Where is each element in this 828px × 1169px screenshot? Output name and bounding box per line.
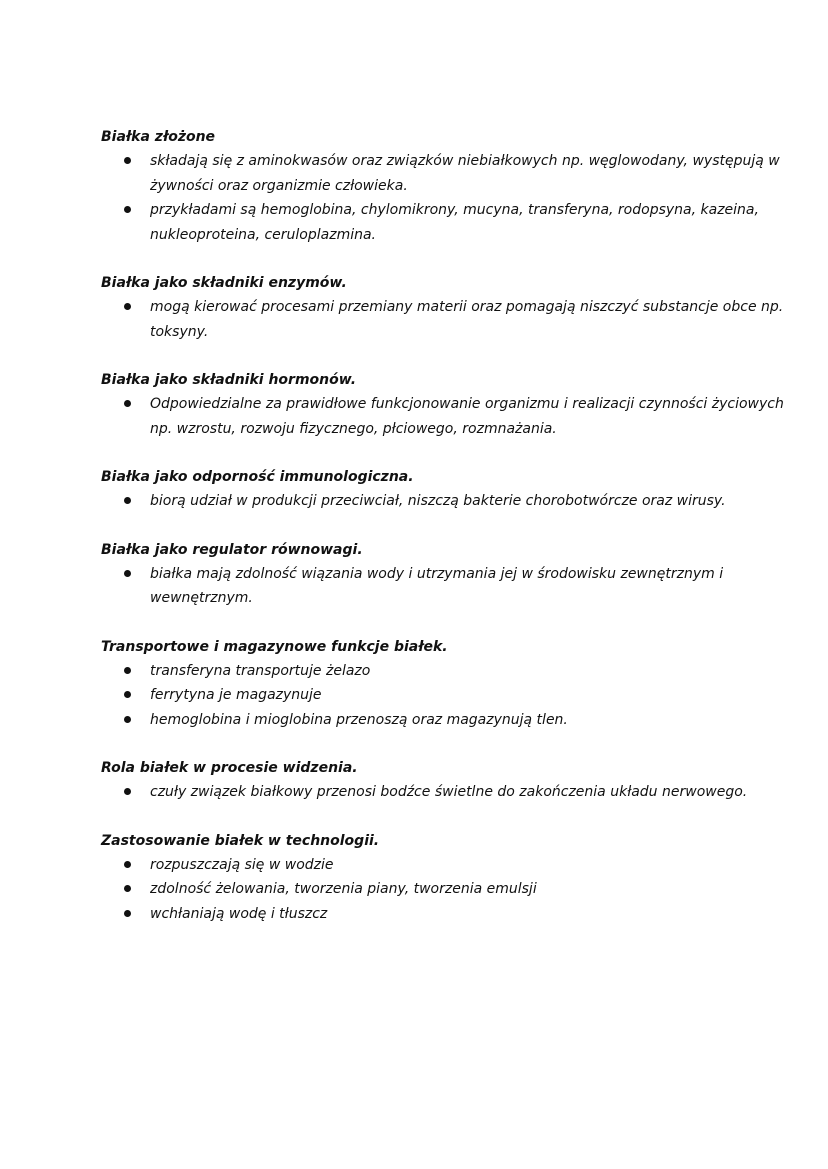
bullet-text: czuły związek białkowy przenosi bodźce świetlne do zakończenia układu nerwowego.	[150, 784, 748, 800]
bullet-text: ferrytyna je magazynuje	[150, 687, 322, 703]
bullet-text: wchłaniają wodę i tłuszcz	[150, 905, 328, 922]
bullet-text: transferyna transportuje żelazo	[150, 662, 371, 679]
bullet-item	[101, 902, 801, 927]
section-vision	[101, 756, 801, 805]
section-hormones	[101, 368, 801, 441]
bullet-list	[101, 780, 801, 805]
bullet-list	[101, 295, 801, 344]
bullet-text: biorą udział w produkcji przeciwciał, niszczą bakterie chorobotwórcze oraz wirusy.	[150, 493, 726, 509]
bullet-icon	[124, 157, 131, 164]
bullet-item	[101, 780, 801, 805]
bullet-list	[101, 659, 801, 733]
bullet-icon	[124, 788, 131, 795]
bullet-icon	[124, 497, 131, 504]
bullet-icon	[124, 570, 131, 577]
bullet-list	[101, 392, 801, 441]
bullet-icon	[124, 206, 131, 213]
bullet-icon	[124, 910, 131, 917]
bullet-list	[101, 853, 801, 927]
bullet-list	[101, 489, 801, 514]
bullet-list	[101, 562, 801, 611]
section-title: Transportowe i magazynowe funkcje białek.	[101, 638, 448, 655]
bullet-icon	[124, 861, 131, 868]
section-balance-regulator	[101, 538, 801, 611]
bullet-item	[101, 198, 801, 247]
section-title: Białka złożone	[101, 129, 216, 145]
bullet-item	[101, 683, 801, 708]
bullet-text: Odpowiedzialne za prawidłowe funkcjonowanie organizmu i realizacji czynności życiowych np. wzrostu, rozwoju fizycznego, płciowego, rozmnażania.	[150, 396, 784, 437]
bullet-item	[101, 659, 801, 684]
section-title: Białka jako składniki hormonów.	[101, 372, 357, 388]
bullet-icon	[124, 303, 131, 310]
bullet-text: rozpuszczają się w wodzie	[150, 856, 334, 873]
bullet-list	[101, 149, 801, 247]
bullet-text: przykładami są hemoglobina, chylomikrony, mucyna, transferyna, rodopsyna, kazeina, nukleoproteina, ceruloplazmina.	[150, 202, 759, 243]
bullet-text: hemoglobina i mioglobina przenoszą oraz magazynują tlen.	[150, 711, 568, 728]
section-immunity	[101, 465, 801, 514]
section-bialka-zlozone	[101, 125, 801, 247]
section-transport-storage	[101, 635, 801, 733]
bullet-text: składają się z aminokwasów oraz związków niebiałkowych np. węglowodany, występują w żywności oraz organizmie człowieka.	[150, 153, 780, 194]
document-content	[101, 125, 801, 950]
bullet-item	[101, 562, 801, 611]
bullet-item	[101, 708, 801, 733]
bullet-item	[101, 877, 801, 902]
bullet-item	[101, 149, 801, 198]
bullet-icon	[124, 400, 131, 407]
section-title: Zastosowanie białek w technologii.	[101, 832, 380, 849]
section-enzymes	[101, 271, 801, 344]
bullet-icon	[124, 716, 131, 723]
bullet-item	[101, 853, 801, 878]
bullet-text: mogą kierować procesami przemiany materii oraz pomagają niszczyć substancje obce np. toksyny.	[150, 299, 784, 340]
bullet-text: zdolność żelowania, tworzenia piany, tworzenia emulsji	[150, 881, 537, 897]
section-title: Białka jako składniki enzymów.	[101, 275, 347, 291]
bullet-item	[101, 392, 801, 441]
bullet-icon	[124, 885, 131, 892]
bullet-item	[101, 295, 801, 344]
bullet-icon	[124, 691, 131, 698]
section-title: Białka jako odporność immunologiczna.	[101, 469, 414, 485]
section-technology	[101, 829, 801, 927]
bullet-item	[101, 489, 801, 514]
section-title: Białka jako regulator równowagi.	[101, 541, 363, 558]
bullet-text: białka mają zdolność wiązania wody i utrzymania jej w środowisku zewnętrznym i wewnętrznym.	[150, 565, 724, 606]
section-title: Rola białek w procesie widzenia.	[101, 760, 358, 776]
bullet-icon	[124, 667, 131, 674]
